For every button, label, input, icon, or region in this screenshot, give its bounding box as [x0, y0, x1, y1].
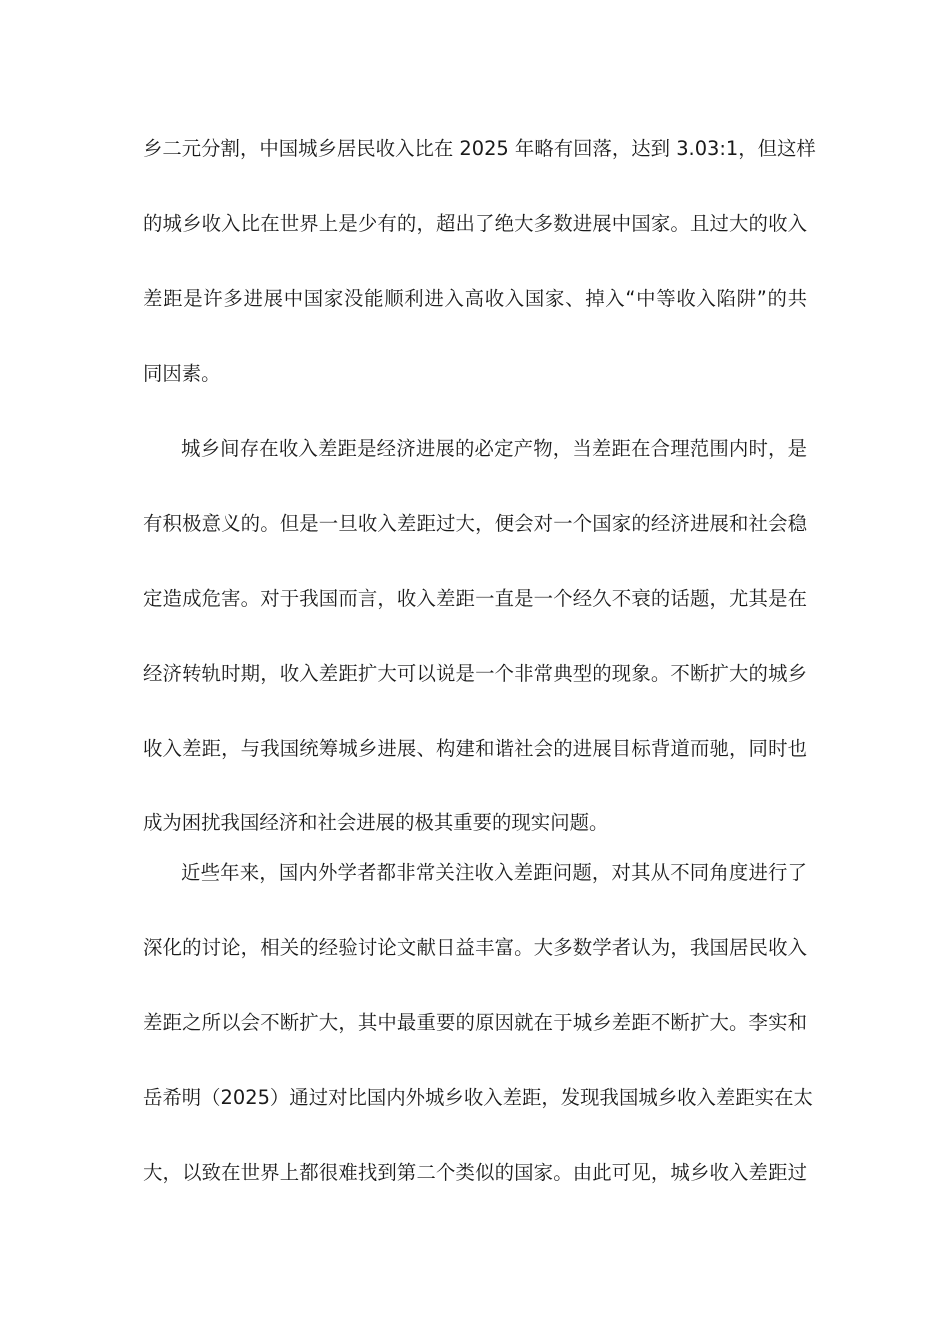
- text-line: 岳希明（2025）通过对比国内外城乡收入差距，发现我国城乡收入差距实在太: [143, 1086, 813, 1109]
- paragraph-first-line: 城乡间存在收入差距是经济进展的必定产物，当差距在合理范围内时，是: [181, 437, 807, 460]
- text-line: 定造成危害。对于我国而言，收入差距一直是一个经久不衰的话题，尤其是在: [143, 587, 807, 610]
- text-line: 成为困扰我国经济和社会进展的极其重要的现实问题。: [143, 811, 609, 834]
- text-line: 有积极意义的。但是一旦收入差距过大，便会对一个国家的经济进展和社会稳: [143, 512, 807, 535]
- text-line: 深化的讨论，相关的经验讨论文献日益丰富。大多数学者认为，我国居民收入: [143, 936, 807, 959]
- text-line: 经济转轨时期，收入差距扩大可以说是一个非常典型的现象。不断扩大的城乡: [143, 662, 807, 685]
- text-line: 大，以致在世界上都很难找到第二个类似的国家。由此可见，城乡收入差距过: [143, 1161, 807, 1184]
- text-line: 的城乡收入比在世界上是少有的，超出了绝大多数进展中国家。且过大的收入: [143, 212, 807, 235]
- paragraph-first-line: 近些年来，国内外学者都非常关注收入差距问题，对其从不同角度进行了: [181, 861, 807, 884]
- text-line: 乡二元分割，中国城乡居民收入比在 2025 年略有回落，达到 3.03:1，但这样: [143, 137, 816, 160]
- text-line: 差距之所以会不断扩大，其中最重要的原因就在于城乡差距不断扩大。李实和: [143, 1011, 807, 1034]
- text-line: 差距是许多进展中国家没能顺利进入高收入国家、掉入“中等收入陷阱”的共: [143, 287, 807, 310]
- text-line: 同因素。: [143, 362, 221, 385]
- text-line: 收入差距，与我国统筹城乡进展、构建和谐社会的进展目标背道而驰，同时也: [143, 737, 807, 760]
